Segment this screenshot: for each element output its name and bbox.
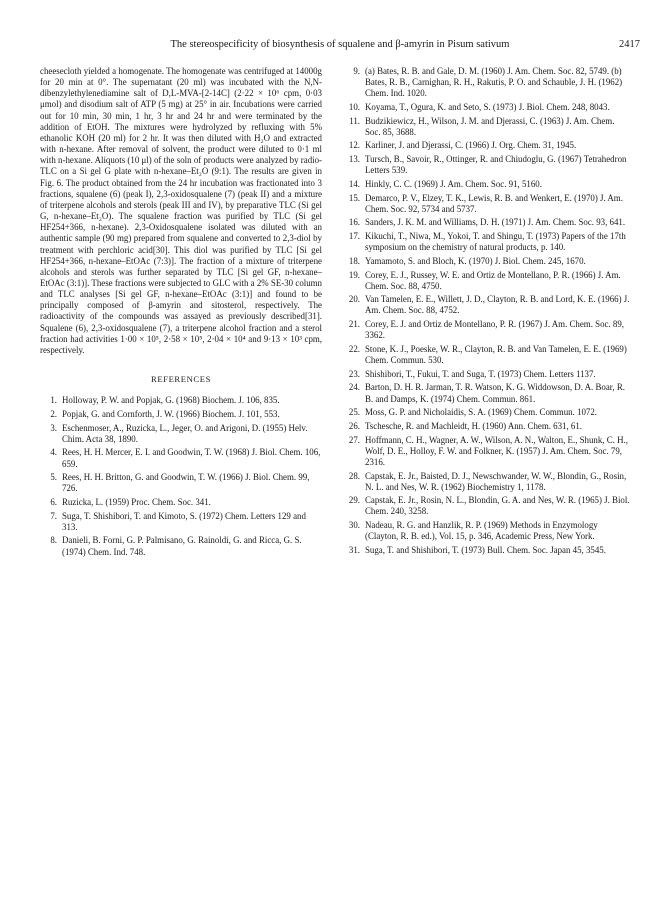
reference-item (343, 217, 630, 228)
reference-text: Hoffmann, C. H., Wagner, A. W., Wilson, A. N., Walton, E., Shunk, C. H., Wolf, D. E., Holloy, F. W. and Folkner, K. (1957) J. Am. Chem. Soc. 79, 2316. (365, 434, 628, 467)
body-paragraph: cheesecloth yielded a homogenate. The homogenate was centrifuged at 14000g for 20 min at 0°. The supernatant (20 ml) was incubated with the N,N-dibenzylethylenediamine salt of D,L-MVA-[2-14C] (2·22 × 10⁶ cpm, 0·03 μmol) and disodium salt of ATP (5 mg) at 25° in air. Incubations were carried out for 10 min, 30 min, 1 hr, 3 hr and 24 hr and were terminated by the addition of EtOH. The mixtures were hydrolyzed by refluxing with 5% ethanolic KOH (20 ml) for 2 hr. It was then diluted with H₂O and extracted with n-hexane. After removal of solvent, the product were diluted to 0·1 ml with n-hexane. Aliquots (10 μl) of the soln of products were analyzed by radio-TLC on a Si gel G plate with n-hexane–Et₂O (9:1). The results are given in Fig. 6. The product obtained from the 24 hr incubation was fractionated into 3 fractions, squalene (6) (peak I), 2,3-oxidosqualene (7) (peak II) and a mixture of triterpene alcohols and sterols (peak III and IV), by preparative TLC (Si gel G, n-hexane–Et₂O). The squalene fraction was purified by TLC (Si gel HF254+366, n-hexane). 2,3-Oxidosqualene isolated was diluted with an authentic sample (90 mg) prepared from squalene and converted to 2,3-diol by treatment with perchloric acid[30]. This diol was purified by TLC [Si gel HF254+366, n-hexane–EtOAc (7:3)]. The fraction of a mixture of triterpene alcohols and sterols was further separated by TLC [Si gel GF, n-hexane–EtOAc (3:1)]. These fractions were subjected to GLC with a 2% SE-30 column and TLC analyses [Si gel GF, n-hexane–EtOAc (3:1)] and found to be principally composed of β-amyrin and sitosterol, respectively. The radioactivity of the compounds was assayed as previously described[31]. Squalene (6), 2,3-oxidosqualene (7), a triterpene alcohol fraction and a sterol fraction had activities 1·00 × 10⁵, 2·58 × 10⁵, 2·04 × 10⁴ and 9·13 × 10³ cpm, respectively. (40, 66, 322, 355)
reference-number: 19. (348, 269, 360, 280)
reference-item (40, 511, 322, 533)
reference-number: 31. (348, 544, 360, 555)
reference-text: Budzikiewicz, H., Wilson, J. M. and Djerassi, C. (1963) J. Am. Chem. Soc. 85, 3688. (365, 115, 615, 137)
reference-number: 23. (348, 368, 360, 379)
reference-text: Capstak, E. Jr., Rosin, N. L., Blondin, G. A. and Nes, W. R. (1965) J. Biol. Chem. 240, 3258. (365, 495, 630, 517)
reference-text: (a) Bates, R. B. and Gale, D. M. (1960) J. Am. Chem. Soc. 82, 5749. (b) Bates, R. B., Carnighan, R. H., Rakutis, P. O. and Schauble, J. H. (1962) Chem. Ind. 1020. (365, 66, 623, 99)
reference-item (343, 435, 630, 468)
reference-number: 15. (348, 192, 360, 203)
reference-number: 9. (353, 66, 360, 76)
reference-text: Corey, E. J., Russey, W. E. and Ortiz de Montellano, P. R. (1966) J. Am. Chem. Soc. 88, 4750. (365, 269, 621, 291)
reference-number: 3. (50, 422, 57, 433)
reference-item (40, 535, 322, 557)
reference-item (343, 495, 630, 517)
reference-number: 25. (348, 407, 360, 418)
reference-number: 14. (348, 178, 360, 189)
reference-text: Nadeau, R. G. and Hanzlik, R. P. (1969) Methods in Enzymology (Clayton, R. B. ed.), Vol. 15, p. 346, Academic Press, New York. (365, 520, 598, 542)
reference-text: Eschenmoser, A., Ruzicka, L., Jeger, O. and Arigoni, D. (1955) Helv. Chim. Acta 38, 1890. (62, 422, 308, 444)
reference-number: 21. (348, 319, 360, 330)
reference-number: 29. (348, 495, 360, 506)
reference-number: 24. (348, 382, 360, 393)
reference-number: 20. (348, 294, 360, 305)
running-header (40, 39, 640, 55)
reference-item (343, 407, 630, 418)
reference-item (343, 344, 630, 366)
reference-text: Suga, T. Shishibori, T. and Kimoto, S. (1972) Chem. Letters 129 and 313. (62, 510, 306, 532)
reference-text: Ruzicka, L. (1959) Proc. Chem. Soc. 341. (62, 496, 211, 507)
reference-text: Rees, H. H. Britton, G. and Goodwin, T. W. (1966) J. Biol. Chem. 99, 726. (62, 472, 310, 494)
reference-item (40, 472, 322, 494)
reference-text: Corey, E. J. and Ortiz de Montellano, P. R. (1967) J. Am. Chem. Soc. 89, 3362. (365, 319, 624, 341)
reference-text: Yamamoto, S. and Bloch, K. (1970) J. Biol. Chem. 245, 1670. (365, 255, 586, 266)
reference-text: Popjak, G. and Cornforth, J. W. (1966) Biochem. J. 101, 553. (62, 408, 280, 419)
reference-item (40, 497, 322, 508)
reference-item (343, 421, 630, 432)
reference-text: Hinkly, C. C. (1969) J. Am. Chem. Soc. 91, 5160. (365, 178, 542, 189)
reference-text: Capstak, E. Jr., Baisted, D. J., Newschwander, W. W., Blondin, G., Rosin, N. L. and Nes, W. R. (1962) Biochemistry 1, 1178. (365, 470, 627, 492)
reference-text: Danieli, B. Forni, G. P. Palmisano, G. Rainoldi, G. and Ricca, G. S. (1974) Chem. Ind. 748. (62, 535, 302, 557)
reference-number: 28. (348, 470, 360, 481)
reference-number: 26. (348, 420, 360, 431)
reference-number: 7. (50, 510, 57, 521)
reference-item (343, 294, 630, 316)
references-list-left (40, 395, 322, 558)
reference-number: 8. (50, 535, 57, 546)
reference-item (343, 319, 630, 341)
reference-item (343, 369, 630, 380)
reference-number: 22. (348, 343, 360, 354)
reference-item (343, 193, 630, 215)
page-number: 2417 (619, 39, 640, 50)
references-heading: REFERENCES (151, 374, 211, 385)
reference-text: Demarco, P. V., Elzey, T. K., Lewis, R. B. and Wenkert, E. (1970) J. Am. Chem. Soc. 92, 5734 and 5737. (365, 192, 623, 214)
reference-item (343, 520, 630, 542)
reference-item (343, 382, 630, 404)
left-column (40, 66, 322, 560)
reference-text: Stone, K. J., Poeske, W. R., Clayton, R. B. and Van Tamelen, E. E. (1969) Chem. Commun. 530. (365, 343, 627, 366)
reference-number: 13. (348, 154, 360, 165)
reference-number: 30. (348, 520, 360, 531)
reference-item (343, 179, 630, 190)
reference-item (40, 447, 322, 469)
reference-item (343, 471, 630, 493)
reference-text: Tursch, B., Savoir, R., Ottinger, R. and Chiudoglu, G. (1967) Tetrahedron Letters 539. (365, 154, 627, 176)
reference-item (343, 231, 630, 253)
reference-number: 5. (50, 472, 57, 483)
reference-item (343, 270, 630, 292)
references-list-right (343, 66, 630, 556)
reference-number: 27. (348, 434, 360, 445)
reference-text: Sanders, J. K. M. and Williams, D. H. (1971) J. Am. Chem. Soc. 93, 641. (365, 217, 626, 228)
reference-text: Van Tamelen, E. E., Willett, J. D., Clayton, R. B. and Lord, K. E. (1966) J. Am. Chem. Soc. 88, 4752. (365, 294, 630, 316)
reference-number: 2. (50, 408, 57, 419)
right-column (343, 66, 630, 559)
reference-text: Suga, T. and Shishibori, T. (1973) Bull. Chem. Soc. Japan 45, 3545. (365, 544, 606, 555)
reference-number: 1. (50, 395, 57, 406)
reference-text: Koyama, T., Ogura, K. and Seto, S. (1973) J. Biol. Chem. 248, 8043. (365, 101, 610, 112)
reference-number: 18. (348, 255, 360, 266)
reference-text: Karliner, J. and Djerassi, C. (1966) J. Org. Chem. 31, 1945. (365, 140, 577, 151)
reference-text: Kikuchi, T., Niwa, M., Yokoi, T. and Shingu, T. (1973) Papers of the 17th symposium on the chemistry of natural products, p. 140. (365, 231, 626, 253)
reference-item (343, 545, 630, 556)
reference-text: Tschesche, R. and Machleidt, H. (1960) Ann. Chem. 631, 61. (365, 420, 583, 431)
reference-item (40, 409, 322, 420)
reference-item (343, 66, 630, 99)
reference-number: 4. (50, 447, 57, 458)
reference-item (343, 116, 630, 138)
reference-text: Barton, D. H. R. Jarman, T. R. Watson, K. G. Widdowson, D. A. Boar, R. B. and Damps, K. (1974) Chem. Commun. 861. (365, 382, 625, 404)
reference-number: 16. (348, 217, 360, 228)
reference-number: 11. (349, 115, 360, 126)
reference-text: Holloway, P. W. and Popjak, G. (1968) Biochem. J. 106, 835. (62, 395, 280, 406)
reference-number: 10. (348, 101, 360, 112)
reference-number: 12. (348, 140, 360, 151)
reference-number: 6. (50, 496, 57, 507)
reference-text: Shishibori, T., Fukui, T. and Suga, T. (1973) Chem. Letters 1137. (365, 368, 596, 379)
reference-item (40, 395, 322, 406)
reference-item (343, 154, 630, 176)
reference-item (40, 423, 322, 445)
reference-number: 17. (348, 231, 360, 242)
reference-item (343, 102, 630, 113)
reference-text: Moss, G. P. and Nicholaidis, S. A. (1969) Chem. Commun. 1072. (365, 407, 597, 418)
reference-text: Rees, H. H. Mercer, E. I. and Goodwin, T. W. (1968) J. Biol. Chem. 106, 659. (62, 447, 321, 469)
running-title: The stereospecificity of biosynthesis of squalene and β-amyrin in Pisum sativum (170, 39, 510, 50)
reference-item (343, 256, 630, 267)
reference-item (343, 140, 630, 151)
